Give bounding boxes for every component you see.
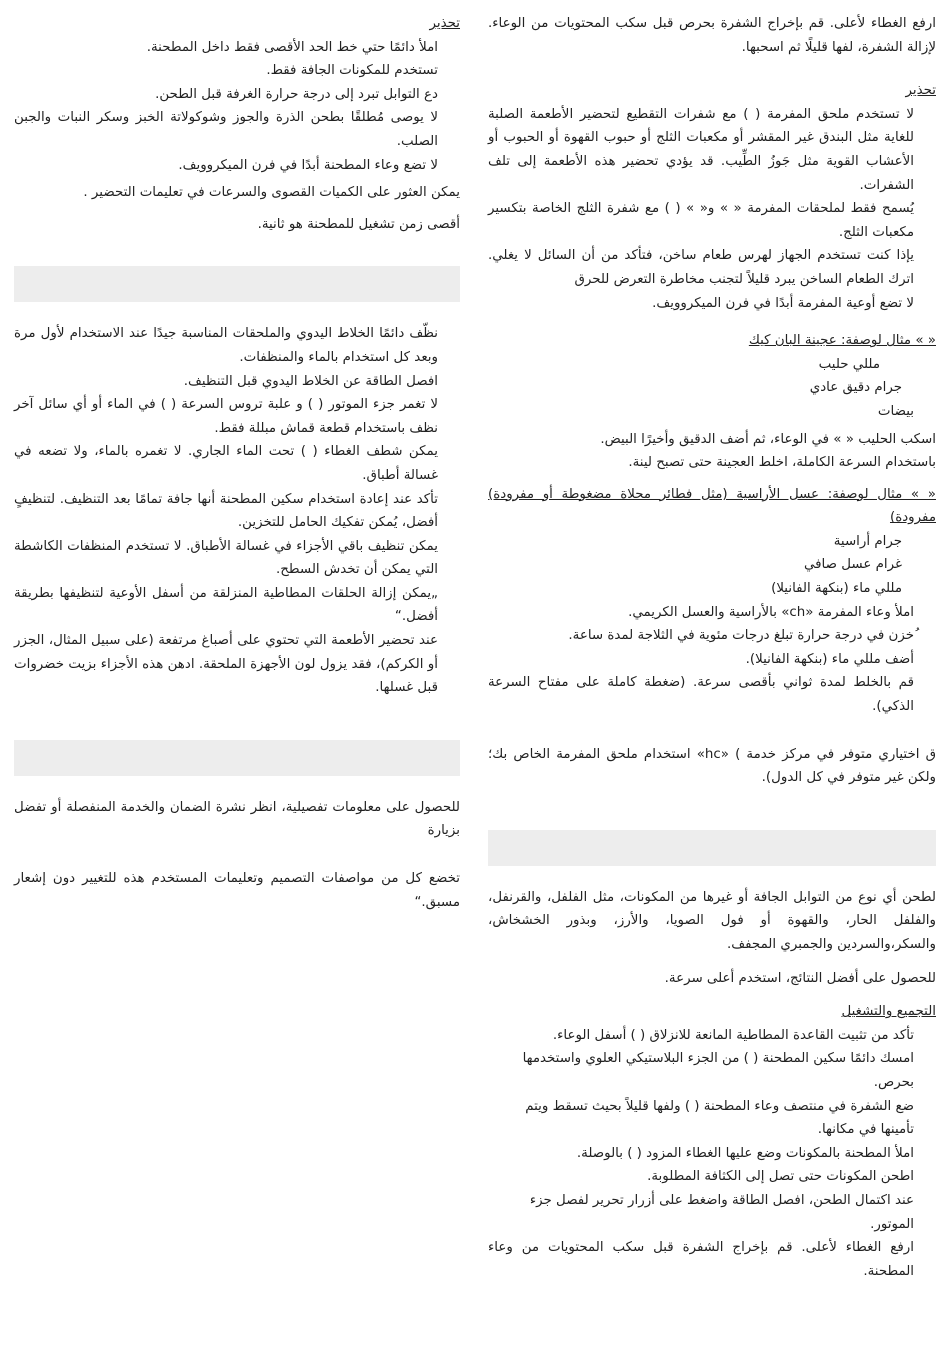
- assembly-step: ضع الشفرة في منتصف وعاء المطحنة ( ) ولفها قليلاً بحيث تسقط ويتم تأمينها في مكانها.: [525, 1098, 914, 1138]
- chopper-warning-item: لا تستخدم ملحق المفرمة ( ) مع شفرات التقطيع لتحضير الأطعمة الصلبة للغاية مثل البندق غير المقشر أو مكعبات الثلج أو حبوب القهوة أو الحبوب أو الأعشاب القوية مثل جَوزُ الطِّيب. قد يؤدي تحضير هذه الأطعمة إلى تلف الشفرات.: [488, 106, 914, 193]
- recipe-pancake-title: « » مثال لوصفة: عجينة البان كيك: [748, 333, 936, 349]
- ingredient-line: غرام عسل صافي: [803, 557, 902, 573]
- assembly-step: ارفع الغطاء لأعلى. قم بإخراج الشفرة قبل سكب المحتويات من وعاء المطحنة.: [488, 1240, 914, 1279]
- grinder-warning-title: تحذير: [429, 16, 460, 31]
- recipe-step: املأ وعاء المفرمة «ch» بالأراسية والعسل الكريمي.: [628, 604, 914, 620]
- recipe-step: قم بالخلط لمدة ثواني بأقصى سرعة. (ضغطة كاملة على مفتاح السرعة الذكي).: [488, 675, 914, 715]
- optional-accessory-note: ق اختياري متوفر في مركز خدمة ) «hc» استخدام ملحق المفرمة الخاص بك؛ ولكن غير متوفر في كل الدول).: [488, 746, 936, 786]
- grinding-intro-paragraph: لطحن أي نوع من التوابل الجافة أو غيرها من المكونات، مثل الفلفل، والقرنفل، والفلفل الحار، والقهوة أو فول الصويا، والأرز، وبذور الخشخاش، والسكر،والسردين والجمبري المجفف.: [488, 889, 936, 952]
- best-results-note: للحصول على أفضل النتائج، استخدم أعلى سرعة.: [664, 970, 936, 986]
- ingredient-line: جرام أراسية: [833, 533, 902, 549]
- cleaning-item: „يمكن إزالة الحلقات المطاطية المنزلقة من أسفل الأوعية لتنظيفها بطريقة أفضل.“: [14, 585, 438, 625]
- ingredient-line: مللي ماء (بنكهة الفانيلا): [771, 581, 902, 597]
- chopper-warning-item: يُسمح فقط لملحقات المفرمة « » و« » ( ) مع شفرة الثلج الخاصة بتكسير مكعبات الثلج.: [488, 201, 914, 240]
- cleaning-item: لا تغمر جزء الموتور ( ) و علبة تروس السرعة ( ) في الماء أو أي سائل آخر نظف باستخدام قطعة قماش مبللة فقط.: [14, 397, 438, 436]
- cleaning-item: تأكد عند إعادة استخدام سكين المطحنة أنها جافة تمامًا بعد التنظيف. لتنظيفٍ أفضل، يُمكن تفكيك الحامل للتخزين.: [14, 491, 438, 531]
- grinder-warning-item: تستخدم للمكونات الجافة فقط.: [266, 63, 438, 79]
- right-column: [488, 12, 936, 1283]
- cleaning-item: افصل الطاقة عن الخلاط اليدوي قبل التنظيف.: [183, 373, 438, 389]
- grinder-warning-item: لا تضع وعاء المطحنة أبدًا في فرن الميكروويف.: [178, 157, 438, 173]
- max-quantities-note: يمكن العثور على الكميات القصوى والسرعات في تعليمات التحضير .: [83, 185, 460, 201]
- chopper-warning-item: لا تضع أوعية المفرمة أبدًا في فرن الميكروويف.: [652, 295, 914, 311]
- assembly-step: عند اكتمال الطحن، افصل الطاقة واضغط على أزرار تحرير لفصل جزء الموتور.: [529, 1192, 914, 1232]
- chopper-warning-title: تحذير: [905, 83, 936, 99]
- cleaning-item: عند تحضير الأطعمة التي تحتوي على أصباغ مرتفعة (على سبيل المثال، الجزر أو الكركم)، فقد يزول لون الأجهزة الملحقة. ادهن هذه الأجزاء بزيت خضروات قبل غسلها.: [14, 633, 438, 696]
- max-runtime-note: أقصى زمن تشغيل للمطحنة هو ثانية.: [257, 216, 460, 232]
- warranty-section-header-bar: [14, 740, 460, 776]
- warranty-paragraph: للحصول على معلومات تفصيلية، انظر نشرة الضمان والخدمة المنفصلة أو تفضل بزيارة: [14, 799, 460, 839]
- grinder-section-header-bar: [488, 830, 936, 866]
- ingredient-line: جرام دقيق عادي: [809, 380, 902, 396]
- recipe-step: باستخدام السرعة الكاملة، اخلط العجينة حتى تصبح لينة.: [628, 455, 936, 471]
- recipe-honey-title: « » مثال لوصفة: عسل الأراسية (مثل فطائر محلاة مضغوطة أو مفرودة) مفرودة): [488, 486, 936, 526]
- spec-change-notice: تخضع كل من مواصفات التصميم وتعليمات المستخدم هذه للتغيير دون إشعار مسبق.“: [14, 871, 460, 910]
- cleaning-section-header-bar: [14, 266, 460, 302]
- ingredient-line: بيضات: [877, 403, 914, 419]
- assembly-step: تأكد من تثبيت القاعدة المطاطية المانعة للانزلاق ( ) أسفل الوعاء.: [552, 1027, 914, 1043]
- cleaning-item: نظّف دائمًا الخلاط اليدوي والملحقات المناسبة جيدًا عند الاستخدام لأول مرة وبعد كل استخدام بالماء والمنظفات.: [14, 326, 438, 365]
- cleaning-item: يمكن تنظيف باقي الأجزاء في غسالة الأطباق. لا تستخدم المنظفات الكاشطة التي يمكن أن تخدش السطح.: [14, 538, 438, 578]
- lid-removal-paragraph: ارفع الغطاء لأعلى. قم بإخراج الشفرة بحرص قبل سكب المحتويات من الوعاء. لإزالة الشفرة، لفها قليلًا ثم اسحبها.: [488, 16, 936, 55]
- recipe-step: أضف مللي ماء (بنكهة الفانيلا).: [745, 651, 914, 667]
- left-column: [14, 12, 460, 914]
- assembly-step: امسك دائمًا سكين المطحنة ( ) من الجزء البلاستيكي العلوي واستخدمها بحرص.: [522, 1051, 914, 1090]
- cleaning-item: يمكن شطف الغطاء ( ) تحت الماء الجاري. لا تغمره بالماء، ولا تضعه في غسالة أطباق.: [14, 444, 438, 483]
- assembly-step: املأ المطحنة بالمكونات وضع عليها الغطاء المزود ( ) بالوصلة.: [576, 1145, 914, 1161]
- grinder-warning-item: دع التوابل تبرد إلى درجة حرارة الغرفة قبل الطحن.: [155, 86, 438, 102]
- recipe-step: اسكب الحليب « » في الوعاء، ثم أضف الدقيق وأخيرًا البيض.: [600, 431, 936, 447]
- grinder-warning-item: لا يوصى مُطلقًا بطحن الذرة والجوز وشوكولاتة الخبز وسكر النبات والجبن الصلب.: [14, 110, 438, 149]
- recipe-step: ُخزن في درجة حرارة تبلغ درجات مئوية في الثلاجة لمدة ساعة.: [568, 628, 914, 644]
- assembly-step: اطحن المكونات حتى تصل إلى الكثافة المطلوبة.: [647, 1169, 914, 1185]
- assembly-title: التجميع والتشغيل: [841, 1004, 936, 1020]
- grinder-warning-item: املأ دائمًا حتي خط الحد الأقصى فقط داخل المطحنة.: [146, 39, 438, 55]
- chopper-warning-item: يإذا كنت تستخدم الجهاز لهرس طعام ساخن، فتأكد من أن السائل لا يغلي. اترك الطعام الساخن يبرد قليلاً لتجنب مخاطرة التعرض للحرق: [488, 248, 914, 287]
- ingredient-line: مللي حليب: [818, 356, 880, 372]
